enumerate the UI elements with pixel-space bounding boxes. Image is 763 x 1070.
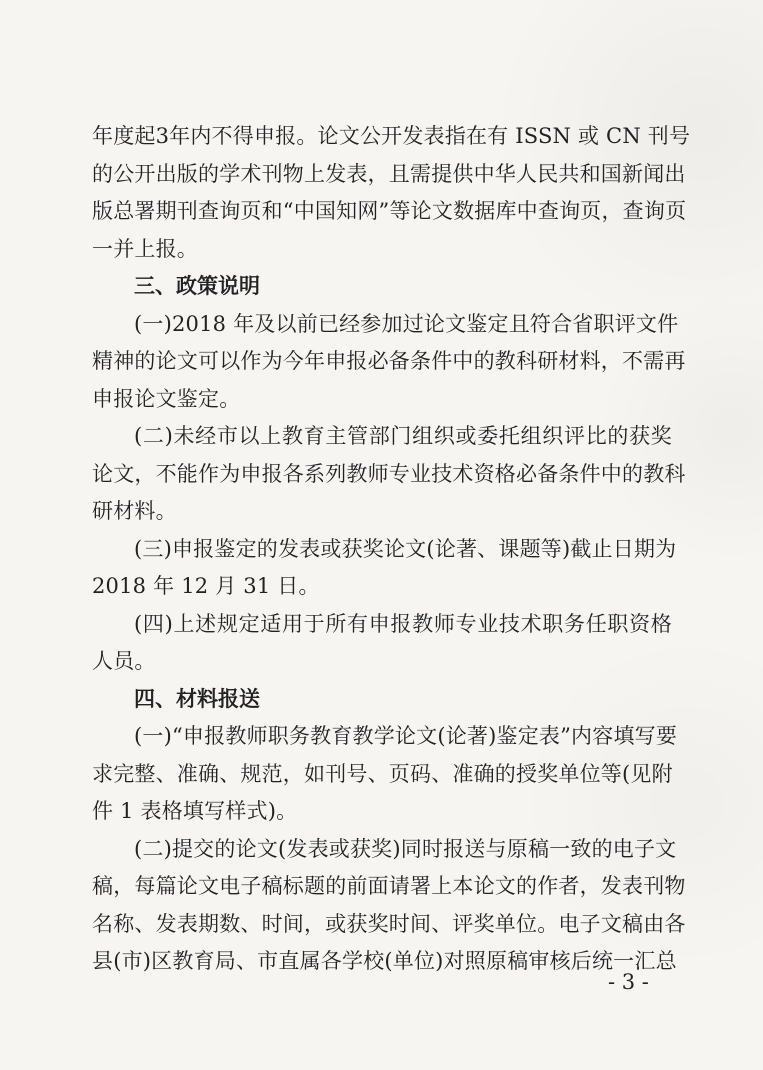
paragraph-line: (三)申报鉴定的发表或获奖论文(论著、课题等)截止日期为 — [134, 536, 677, 561]
paragraph-line: 精神的论文可以作为今年申报必备条件中的教科研材料，不需再 — [92, 349, 686, 373]
paragraph-line: 名称、发表期数、时间，或获奖时间、评奖单位。电子文稿由各 — [92, 911, 686, 936]
paragraph-line: (一)2018 年及以前已经参加过论文鉴定且符合省职评文件 — [134, 311, 679, 336]
section-heading-policy: 三、政策说明 — [134, 274, 260, 298]
page-number: - 3 - — [608, 970, 649, 994]
paragraph-line: (二)提交的论文(发表或获奖)同时报送与原稿一致的电子文 — [134, 836, 677, 861]
paragraph-line: 申报论文鉴定。 — [92, 386, 241, 411]
paragraph-line: 稿，每篇论文电子稿标题的前面请署上本论文的作者，发表刊物 — [92, 874, 686, 898]
paragraph-line: 论文，不能作为申报各系列教师专业技术资格必备条件中的教科 — [92, 461, 686, 486]
paragraph-line: (二)未经市以上教育主管部门组织或委托组织评比的获奖 — [134, 424, 672, 448]
paragraph-line: 人员。 — [92, 649, 156, 673]
paragraph-line: 版总署期刊查询页和“中国知网”等论文数据库中查询页，查询页 — [92, 199, 687, 223]
section-heading-materials: 四、材料报送 — [134, 686, 260, 711]
paragraph-line: 县(市)区教育局、市直属各学校(单位)对照原稿审核后统一汇总 — [92, 949, 677, 973]
paragraph-line: 求完整、准确、规范，如刊号、页码、准确的授奖单位等(见附 — [92, 761, 673, 786]
paragraph-line: 研材料。 — [92, 499, 177, 523]
body-text — [92, 118, 691, 981]
paragraph-line: 的公开出版的学术刊物上发表，且需提供中华人民共和国新闻出 — [92, 161, 686, 186]
paragraph-line: 2018 年 12 月 31 日。 — [92, 574, 320, 598]
paragraph-line: 件 1 表格填写样式)。 — [92, 799, 298, 823]
paragraph-line: 一并上报。 — [92, 236, 198, 261]
paragraph-line: (一)“申报教师职务教育教学论文(论著)鉴定表”内容填写要 — [134, 724, 678, 748]
paragraph-line: 年度起3年内不得申报。论文公开发表指在有 ISSN 或 CN 刊号 — [92, 124, 691, 148]
paragraph-line: (四)上述规定适用于所有申报教师专业技术职务任职资格 — [134, 611, 672, 636]
